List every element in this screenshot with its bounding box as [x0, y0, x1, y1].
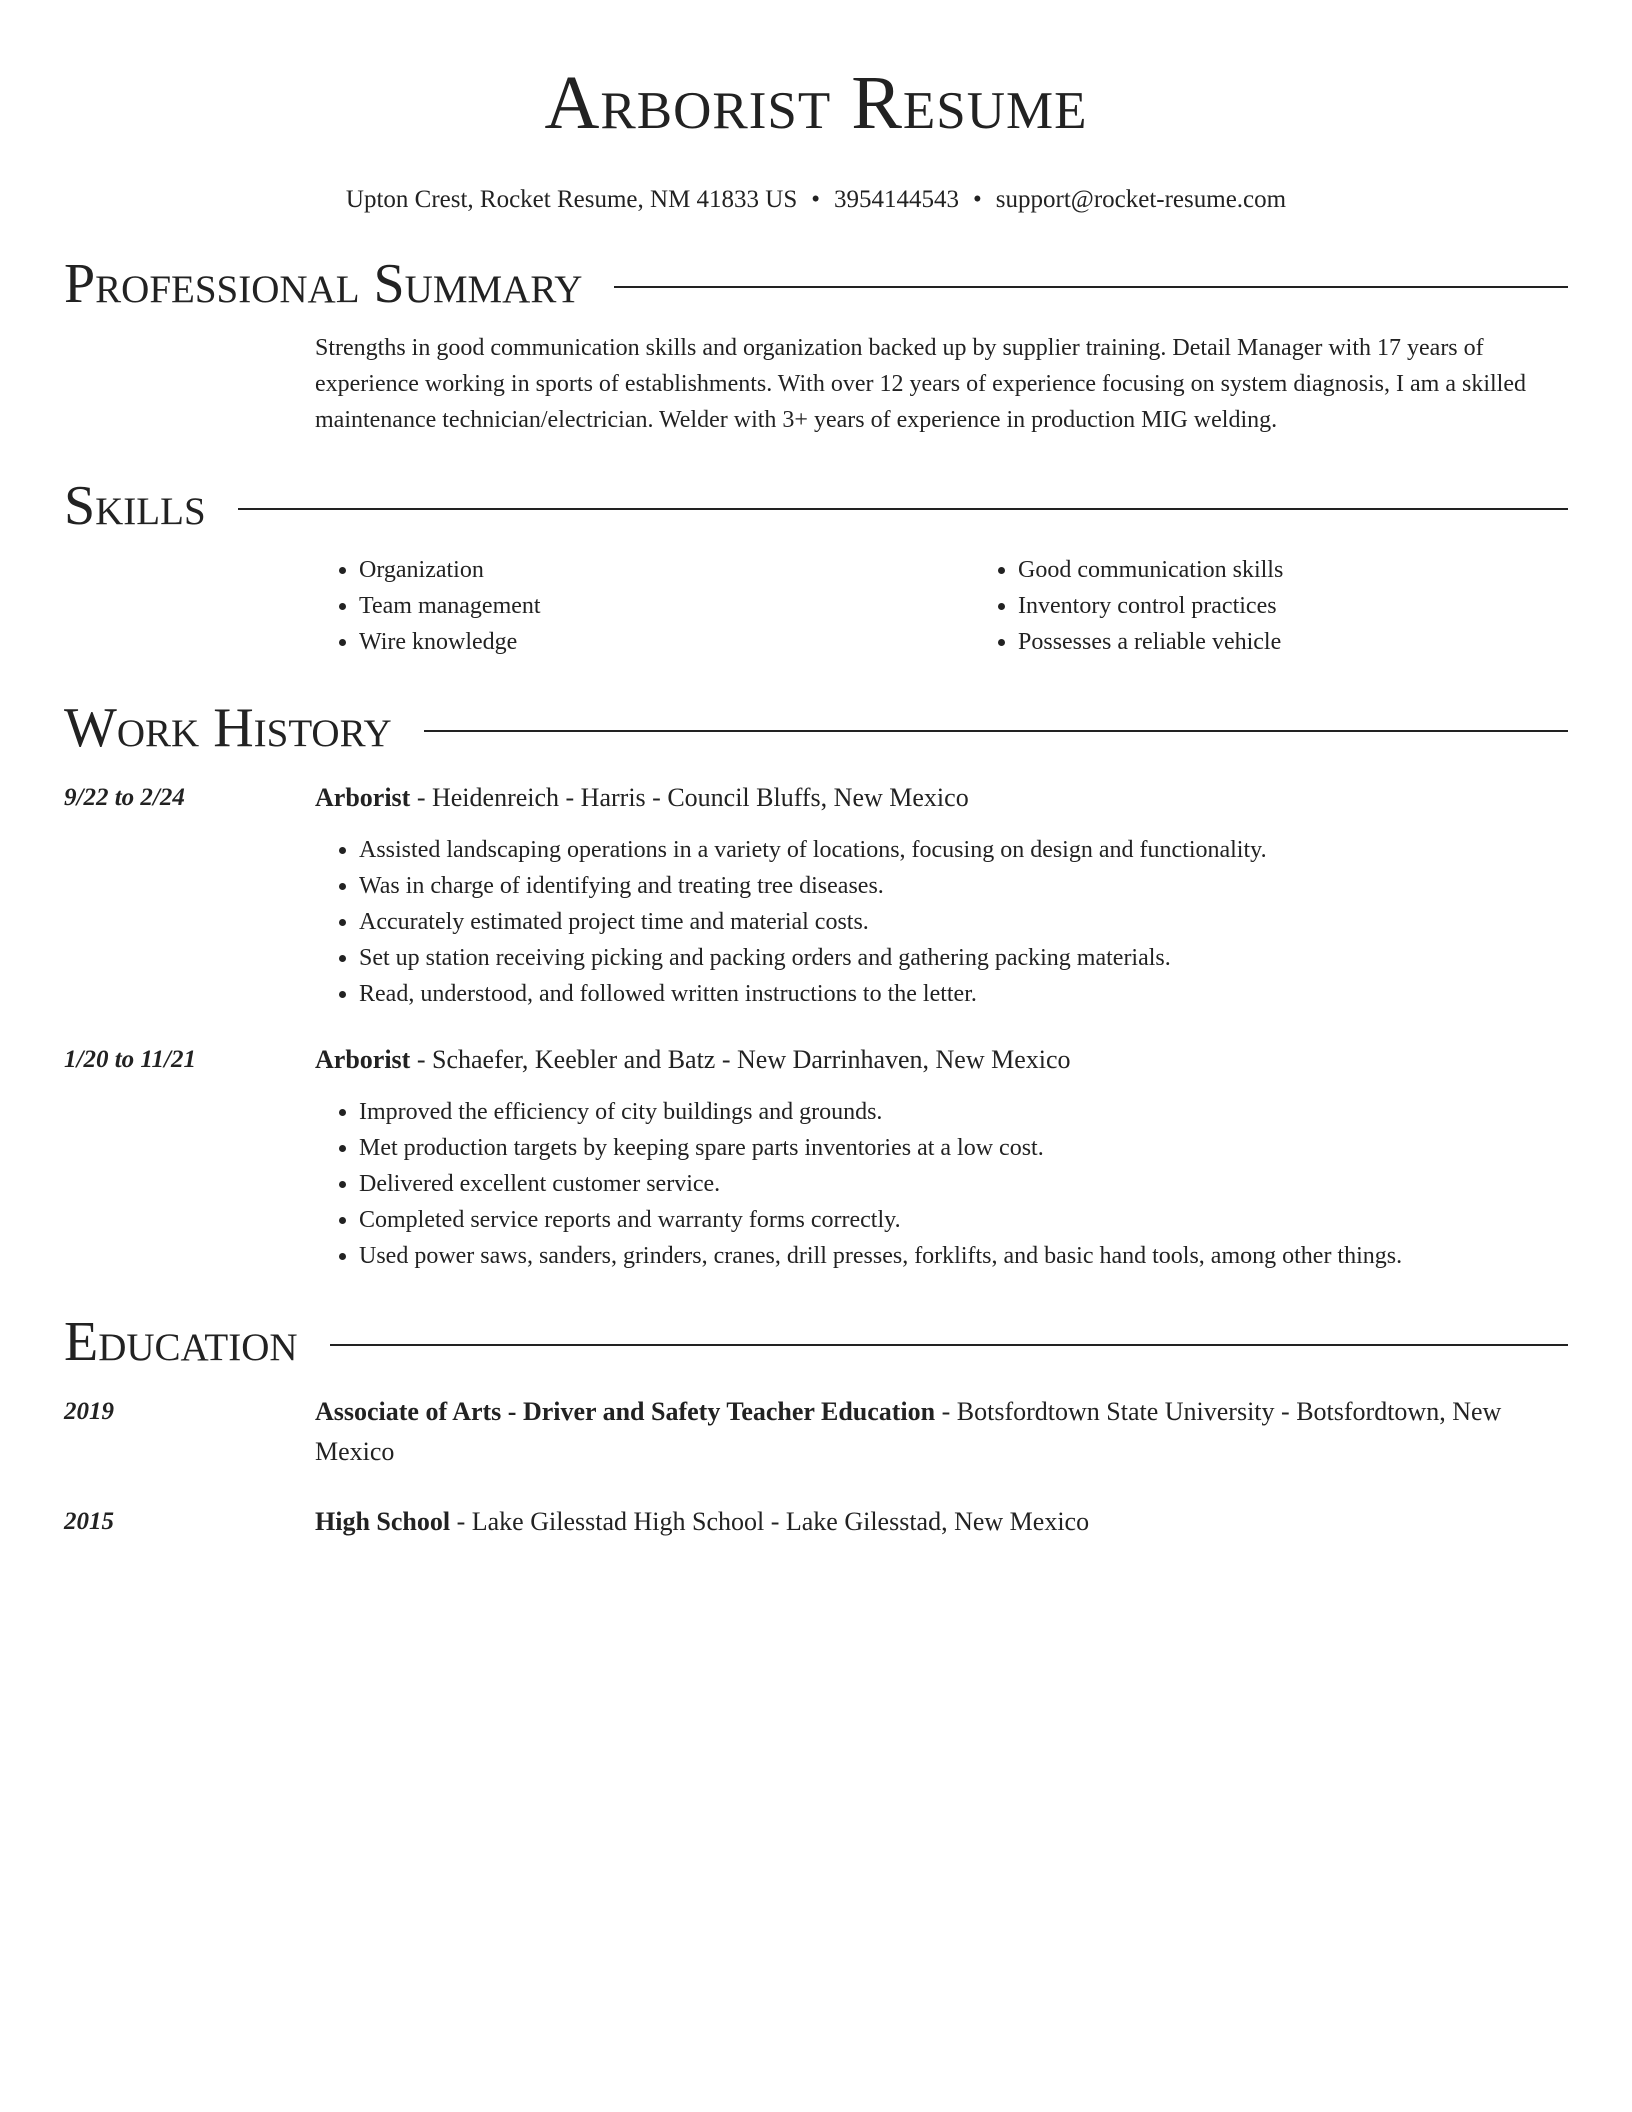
contact-separator: • [973, 186, 982, 213]
job-bullet: • Delivered excellent customer service. [359, 1166, 1568, 1202]
education-year: 2019 [64, 1398, 114, 1425]
summary-heading: Professional Summary [64, 253, 583, 315]
education-degree: High School [315, 1507, 451, 1536]
skill-item: • Possesses a reliable vehicle [1018, 624, 1283, 660]
contact-phone: 3954144543 [834, 186, 960, 213]
job-title-line [315, 1040, 1568, 1080]
job-bullet: • Completed service reports and warranty forms correctly. [359, 1202, 1568, 1238]
section-divider [424, 730, 1568, 732]
job-bullet: • Set up station receiving picking and packing orders and gathering packing materials. [359, 940, 1568, 976]
skill-item: • Good communication skills [1018, 552, 1283, 588]
section-divider [614, 286, 1568, 288]
education-heading: Education [64, 1311, 298, 1373]
education-entry [64, 1502, 1568, 1542]
education-details: - Lake Gilesstad High School - Lake Gilesstad, New Mexico [450, 1507, 1090, 1536]
contact-address: Upton Crest, Rocket Resume, NM 41833 US [345, 186, 798, 213]
job-bullet: • Improved the efficiency of city buildings and grounds. [359, 1094, 1568, 1130]
job-bullet: • Used power saws, sanders, grinders, cranes, drill presses, forklifts, and basic hand tools, among other things. [359, 1238, 1568, 1274]
work-heading: Work History [64, 697, 392, 759]
job-bullets [315, 832, 1568, 1012]
job-details: - Schaefer, Keebler and Batz - New Darrinhaven, New Mexico [410, 1045, 1071, 1074]
education-body [315, 1502, 1568, 1542]
skill-item: • Inventory control practices [1018, 588, 1283, 624]
work-section-header [64, 696, 1568, 760]
skill-item: • Organization [359, 552, 974, 588]
summary-text: Strengths in good communication skills and organization backed up by supplier training. Detail Manager with 17 years of experience working in sports of establishments. With over 12 years of experience focusing on system diagnosis, I am a skilled maintenance technician/electrician. Welder with 3+ years of experience in production MIG welding. [315, 335, 1526, 433]
skills-column-right [974, 552, 1283, 660]
job-title-line [315, 778, 1568, 818]
skills-column-left [315, 552, 974, 660]
contact-email: support@rocket-resume.com [995, 186, 1287, 213]
job-bullet: • Met production targets by keeping spare parts inventories at a low cost. [359, 1130, 1568, 1166]
education-details: - Botsfordtown State University - Botsfordtown, New Mexico [315, 1397, 1502, 1466]
job-dates: 1/20 to 11/21 [64, 1046, 196, 1073]
job-bullet: • Assisted landscaping operations in a variety of locations, focusing on design and functionality. [359, 832, 1568, 868]
skills-row [64, 538, 1568, 660]
contact-line [64, 184, 1568, 216]
contact-separator: • [811, 186, 821, 213]
summary-row [64, 330, 1568, 438]
summary-section-header [64, 252, 1568, 316]
job-dates: 9/22 to 2/24 [64, 784, 185, 811]
skills-heading: Skills [64, 475, 206, 537]
education-degree: Associate of Arts - Driver and Safety Teacher Education [315, 1397, 936, 1426]
job-entry [64, 778, 1568, 1012]
resume-title: Arborist Resume [544, 61, 1088, 145]
job-body [315, 1040, 1568, 1274]
job-body [315, 778, 1568, 1012]
skill-item: • Wire knowledge [359, 624, 974, 660]
job-title: Arborist [315, 783, 411, 812]
job-bullet: • Read, understood, and followed written instructions to the letter. [359, 976, 1568, 1012]
education-entry [64, 1392, 1568, 1472]
education-section-header [64, 1310, 1568, 1374]
section-divider [238, 508, 1568, 510]
education-body [315, 1392, 1568, 1472]
skills-section-header [64, 474, 1568, 538]
education-year: 2015 [64, 1508, 114, 1535]
job-bullet: • Accurately estimated project time and material costs. [359, 904, 1568, 940]
skill-item: • Team management [359, 588, 974, 624]
job-bullet: • Was in charge of identifying and treating tree diseases. [359, 868, 1568, 904]
job-title: Arborist [315, 1045, 411, 1074]
job-entry [64, 1040, 1568, 1274]
job-bullets [315, 1094, 1568, 1274]
section-divider [330, 1344, 1568, 1346]
job-details: - Heidenreich - Harris - Council Bluffs, New Mexico [410, 783, 969, 812]
skills-list [315, 552, 1283, 660]
